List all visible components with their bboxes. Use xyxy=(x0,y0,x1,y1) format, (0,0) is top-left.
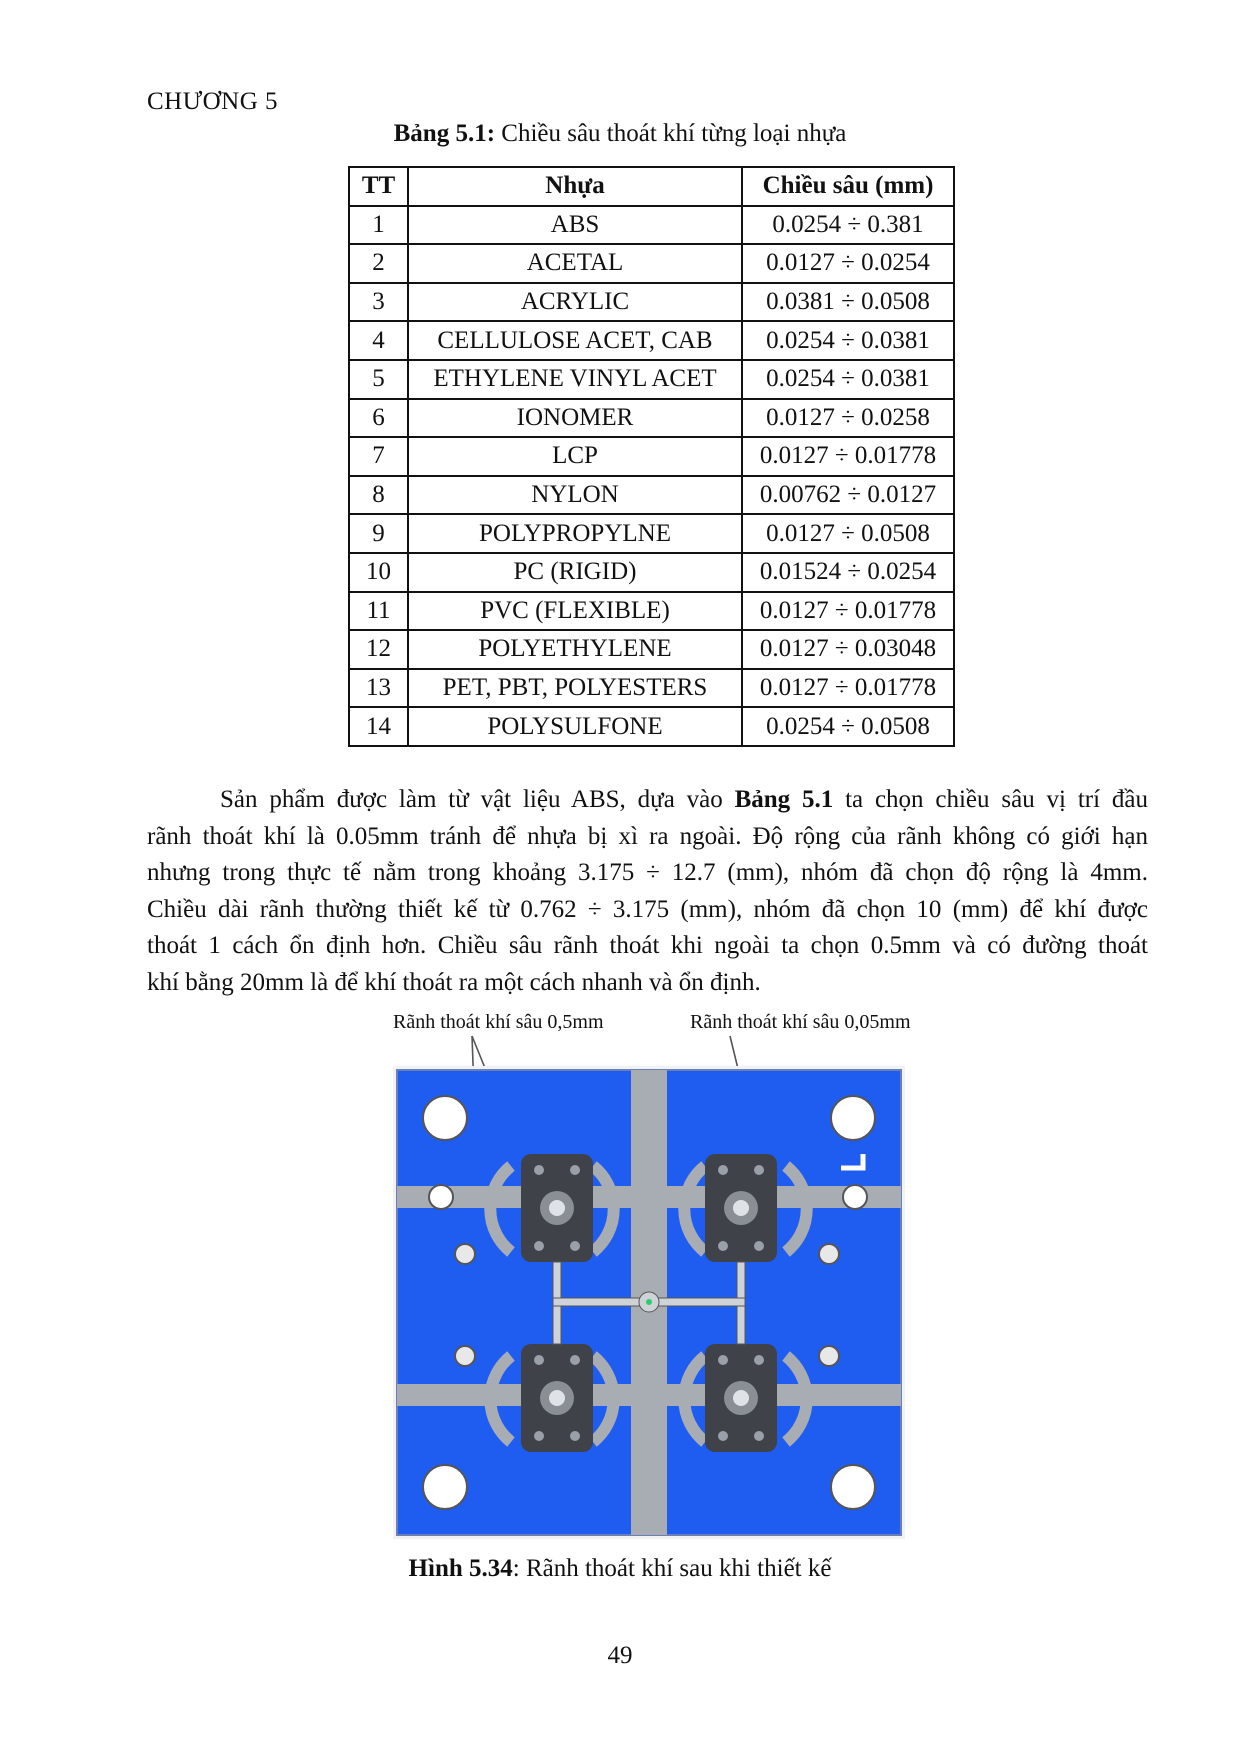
row-index: 8 xyxy=(349,476,408,515)
row-index: 10 xyxy=(349,553,408,592)
figure-caption-text: : Rãnh thoát khí sau khi thiết kế xyxy=(512,1555,832,1582)
page-number: 49 xyxy=(607,1642,633,1669)
table-row xyxy=(349,399,954,438)
table-row xyxy=(349,514,954,553)
row-index: 9 xyxy=(349,514,408,553)
callout-outer-vent: Rãnh thoát khí sâu 0,5mm xyxy=(393,1011,604,1033)
paragraph-text: ta chọn chiều sâu vị trí đầu xyxy=(833,786,1148,813)
plastic-name: ACETAL xyxy=(408,244,742,283)
paragraph-line xyxy=(147,782,1148,819)
vent-depth: 0.0127 ÷ 0.01778 xyxy=(742,437,954,476)
plastic-name: ETHYLENE VINYL ACET xyxy=(408,360,742,399)
paragraph-line: thoát 1 cách ổn định hơn. Chiều sâu rãnh thoát khi ngoài ta chọn 0.5mm và có đường thoát xyxy=(147,932,1148,959)
table-caption-text: Chiều sâu thoát khí từng loại nhựa xyxy=(495,120,847,147)
vent-depth: 0.0254 ÷ 0.0381 xyxy=(742,360,954,399)
vent-depth: 0.0254 ÷ 0.0508 xyxy=(742,707,954,746)
header-tt: TT xyxy=(349,167,408,206)
plastic-name: POLYPROPYLNE xyxy=(408,514,742,553)
table-row xyxy=(349,592,954,631)
table-row xyxy=(349,244,954,283)
guide-hole xyxy=(423,1096,467,1140)
plastic-name: NYLON xyxy=(408,476,742,515)
small-hole xyxy=(429,1185,453,1209)
row-index: 1 xyxy=(349,206,408,245)
plastic-name: POLYSULFONE xyxy=(408,707,742,746)
small-hole xyxy=(819,1346,839,1366)
table-row xyxy=(349,437,954,476)
lower-vent-channel xyxy=(397,1384,901,1406)
paragraph-text: Sản phẩm được làm từ vật liệu ABS, dựa vào xyxy=(220,786,735,813)
chapter-heading: CHƯƠNG 5 xyxy=(147,88,279,115)
header-plastic: Nhựa xyxy=(408,167,742,206)
paragraph-line: khí bằng 20mm là để khí thoát ra một cách nhanh và ổn định. xyxy=(147,968,761,996)
vent-depth: 0.0127 ÷ 0.01778 xyxy=(742,592,954,631)
paragraph-line: nhưng trong thực tế nằm trong khoảng 3.175 ÷ 12.7 (mm), nhóm đã chọn độ rộng là 4mm. xyxy=(147,859,1148,886)
plastic-name: PET, PBT, POLYESTERS xyxy=(408,669,742,708)
vent-depth: 0.0254 ÷ 0.381 xyxy=(742,206,954,245)
callout-inner-vent: Rãnh thoát khí sâu 0,05mm xyxy=(690,1011,911,1033)
table-row xyxy=(349,707,954,746)
plastic-name: PC (RIGID) xyxy=(408,553,742,592)
small-hole xyxy=(819,1244,839,1264)
vent-depth: 0.0381 ÷ 0.0508 xyxy=(742,283,954,322)
row-index: 2 xyxy=(349,244,408,283)
vent-depth: 0.0127 ÷ 0.0508 xyxy=(742,514,954,553)
vent-depth: 0.0254 ÷ 0.0381 xyxy=(742,321,954,360)
figure-caption xyxy=(0,1555,1240,1583)
part-bottom-right xyxy=(705,1344,777,1452)
vent-depth: 0.01524 ÷ 0.0254 xyxy=(742,553,954,592)
table-caption-label: Bảng 5.1: xyxy=(393,120,496,147)
upper-vent-channel xyxy=(397,1186,901,1208)
table-row xyxy=(349,630,954,669)
plastic-name: CELLULOSE ACET, CAB xyxy=(408,321,742,360)
row-index: 4 xyxy=(349,321,408,360)
row-index: 3 xyxy=(349,283,408,322)
small-hole xyxy=(455,1346,475,1366)
header-depth: Chiều sâu (mm) xyxy=(742,167,954,206)
plastic-name: POLYETHYLENE xyxy=(408,630,742,669)
row-index: 11 xyxy=(349,592,408,631)
mold-plate-figure xyxy=(393,1066,905,1539)
plastic-name: LCP xyxy=(408,437,742,476)
table-row xyxy=(349,476,954,515)
row-index: 13 xyxy=(349,669,408,708)
guide-hole xyxy=(423,1465,467,1509)
part-bottom-left xyxy=(521,1344,593,1452)
guide-hole xyxy=(831,1465,875,1509)
table-row xyxy=(349,283,954,322)
table-caption xyxy=(0,120,1240,148)
vent-depth: 0.00762 ÷ 0.0127 xyxy=(742,476,954,515)
small-hole xyxy=(843,1185,867,1209)
table-row xyxy=(349,669,954,708)
paragraph-line: rãnh thoát khí là 0.05mm tránh để nhựa bị xì ra ngoài. Độ rộng của rãnh không có giới hạn xyxy=(147,822,1148,850)
table-row xyxy=(349,206,954,245)
vent-depth: 0.0127 ÷ 0.03048 xyxy=(742,630,954,669)
row-index: 5 xyxy=(349,360,408,399)
plastic-name: IONOMER xyxy=(408,399,742,438)
table-reference: Bảng 5.1 xyxy=(734,786,834,813)
table-row xyxy=(349,553,954,592)
plastic-name: ABS xyxy=(408,206,742,245)
plastic-name: ACRYLIC xyxy=(408,283,742,322)
small-hole xyxy=(455,1244,475,1264)
plastic-name: PVC (FLEXIBLE) xyxy=(408,592,742,631)
table-row xyxy=(349,360,954,399)
vent-depth: 0.0127 ÷ 0.0258 xyxy=(742,399,954,438)
venting-depth-table xyxy=(348,166,955,747)
guide-hole xyxy=(831,1096,875,1140)
figure-caption-label: Hình 5.34 xyxy=(408,1555,513,1582)
body-paragraph xyxy=(147,782,1148,1001)
row-index: 6 xyxy=(349,399,408,438)
paragraph-line: Chiều dài rãnh thường thiết kế từ 0.762 ÷ 3.175 (mm), nhóm đã chọn 10 (mm) để khí được xyxy=(147,895,1148,923)
vent-depth: 0.0127 ÷ 0.0254 xyxy=(742,244,954,283)
row-index: 14 xyxy=(349,707,408,746)
part-top-left xyxy=(521,1154,593,1262)
row-index: 7 xyxy=(349,437,408,476)
row-index: 12 xyxy=(349,630,408,669)
table-header-row xyxy=(349,167,954,206)
vent-depth: 0.0127 ÷ 0.01778 xyxy=(742,669,954,708)
table-row xyxy=(349,321,954,360)
part-top-right xyxy=(705,1154,777,1262)
